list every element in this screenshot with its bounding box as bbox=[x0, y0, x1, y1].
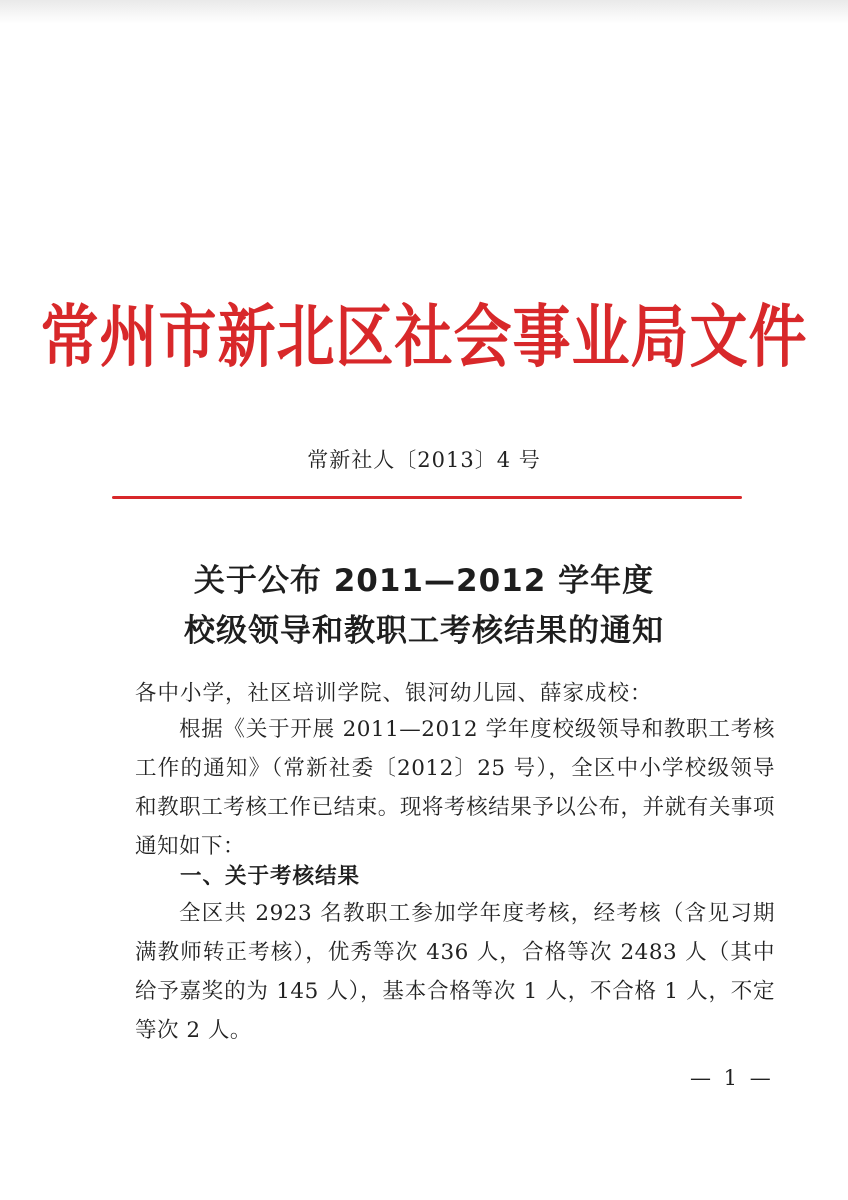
page-number: — 1 — bbox=[690, 1066, 774, 1090]
document-title-line1: 关于公布 2011—2012 学年度 bbox=[193, 563, 655, 599]
scan-edge bbox=[0, 0, 848, 24]
red-divider-line bbox=[112, 496, 742, 499]
section-heading-1: 一、关于考核结果 bbox=[180, 864, 361, 889]
document-title-line2: 校级领导和教职工考核结果的通知 bbox=[184, 613, 664, 649]
document-number: 常新社人〔2013〕4 号 bbox=[307, 448, 541, 472]
addressee: 各中小学，社区培训学院、银河幼儿园、薛家成校： bbox=[135, 681, 653, 706]
paragraph-results: 全区共 2923 名教职工参加学年度考核，经考核（含见习期满教师转正考核），优秀等次 436 人，合格等次 2483 人（其中给予嘉奖的为 145 人），基本合格等次 1 人，不合格 1 人，不定等次 2 人。 bbox=[135, 901, 775, 1043]
paragraph-intro: 根据《关于开展 2011—2012 学年度校级领导和教职工考核工作的通知》（常新社委〔2012〕25 号），全区中小学校级领导和教职工考核工作已结束。现将考核结果予以公布，并就有关事项通知如下： bbox=[135, 717, 775, 859]
masthead-title: 常州市新北区社会事业局文件 bbox=[40, 296, 808, 378]
